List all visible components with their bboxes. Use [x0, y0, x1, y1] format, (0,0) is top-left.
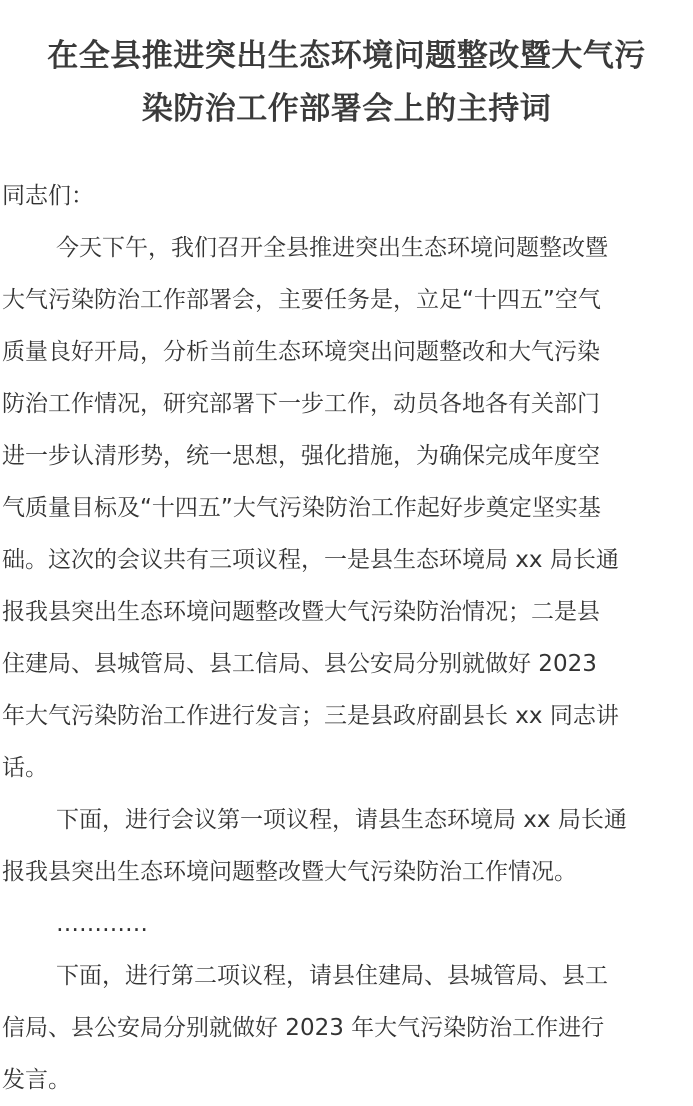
text-line: 大气污染防治工作部署会，主要任务是，立足“十四五”空气 [2, 287, 601, 313]
paragraph [2, 794, 691, 898]
document-body [0, 170, 693, 1106]
text-line: 防治工作情况，研究部署下一步工作，动员各地各有关部门 [2, 391, 600, 417]
text-line: 同志们： [2, 183, 94, 209]
document-title [0, 0, 693, 136]
title-line-2: 染防治工作部署会上的主持词 [141, 91, 552, 127]
text-line: ………… [56, 911, 148, 937]
text-line: 信局、县公安局分别就做好 2023 年大气污染防治工作进行 [2, 1015, 605, 1041]
text-line: 报我县突出生态环境问题整改暨大气污染防治情况；二是县 [2, 599, 600, 625]
paragraph [2, 950, 691, 1106]
text-line: 报我县突出生态环境问题整改暨大气污染防治工作情况。 [2, 859, 577, 885]
text-line: 质量良好开局，分析当前生态环境突出问题整改和大气污染 [2, 339, 600, 365]
paragraph [2, 898, 691, 950]
salutation [2, 170, 691, 222]
text-line: 话。 [2, 755, 48, 781]
title-line-1: 在全县推进突出生态环境问题整改暨大气污 [47, 38, 646, 74]
text-line: 础。这次的会议共有三项议程，一是县生态环境局 xx 局长通 [2, 547, 619, 573]
text-line: 年大气污染防治工作进行发言；三是县政府副县长 xx 同志讲 [2, 703, 619, 729]
text-line: 下面，进行第二项议程，请县住建局、县城管局、县工 [56, 963, 608, 989]
text-line: 发言。 [2, 1067, 71, 1093]
paragraph [2, 222, 691, 794]
text-line: 下面，进行会议第一项议程，请县生态环境局 xx 局长通 [56, 807, 627, 833]
text-line: 住建局、县城管局、县工信局、县公安局分别就做好 2023 [2, 651, 597, 677]
text-line: 进一步认清形势，统一思想，强化措施，为确保完成年度空 [2, 443, 600, 469]
text-line: 气质量目标及“十四五”大气污染防治工作起好步奠定坚实基 [2, 495, 601, 521]
text-line: 今天下午，我们召开全县推进突出生态环境问题整改暨 [56, 235, 608, 261]
